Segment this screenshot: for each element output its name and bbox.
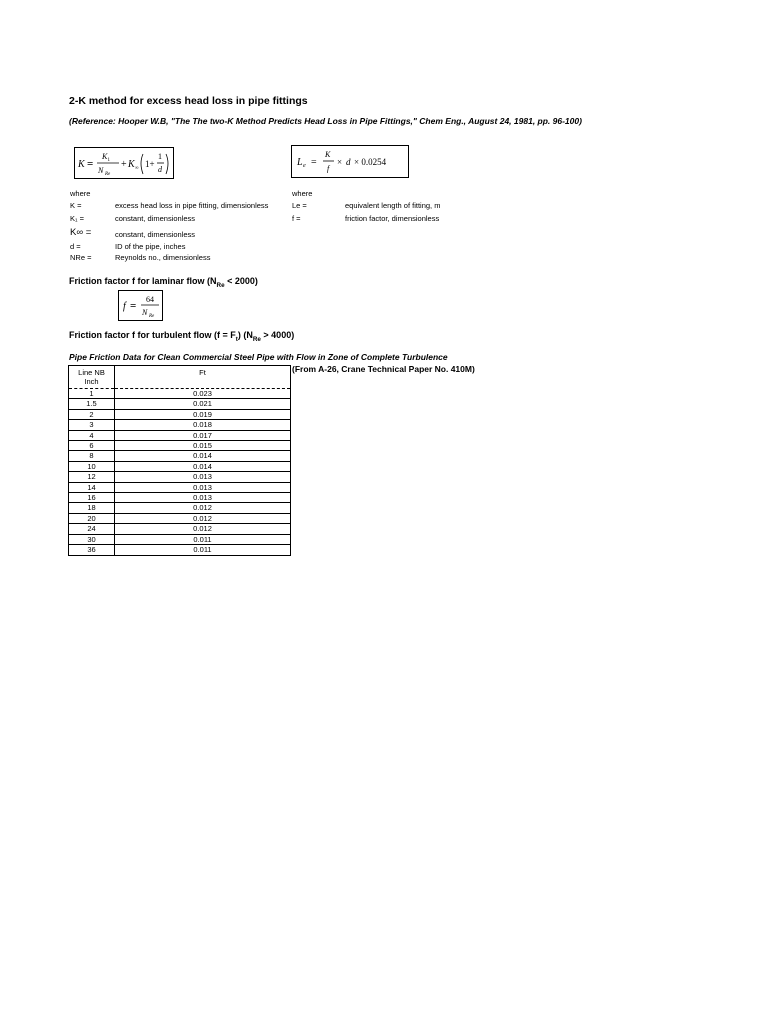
- svg-text:+: +: [121, 159, 127, 170]
- ft-cell: 0.017: [115, 430, 291, 440]
- table-row: [69, 461, 291, 471]
- def-k1-symbol: K₁ =: [70, 214, 84, 223]
- table-row: [69, 409, 291, 419]
- svg-text:=: =: [130, 300, 137, 312]
- le-equation: [292, 146, 408, 177]
- nb-cell: 4: [69, 430, 115, 440]
- col-line-nb-header: Line NB Inch: [69, 366, 115, 389]
- def-nre-desc: Reynolds no., dimensionless: [115, 253, 211, 262]
- nb-cell: 36: [69, 545, 115, 555]
- col-ft-header: Ft: [115, 366, 291, 389]
- table-row: [69, 545, 291, 555]
- svg-text:f: f: [123, 301, 126, 312]
- def-k-symbol: K =: [70, 201, 82, 210]
- nb-cell: 24: [69, 524, 115, 534]
- nb-cell: 10: [69, 461, 115, 471]
- svg-text:K: K: [128, 159, 135, 170]
- svg-text:∞: ∞: [135, 166, 139, 171]
- ft-cell: 0.012: [115, 503, 291, 513]
- table-row: [69, 399, 291, 409]
- def-d-symbol: d =: [70, 242, 81, 251]
- svg-text:N: N: [98, 166, 104, 175]
- friction-table: [68, 365, 291, 556]
- nb-cell: 14: [69, 482, 115, 492]
- table-row: [69, 482, 291, 492]
- def-k-desc: excess head loss in pipe fitting, dimensionless: [115, 201, 269, 210]
- table-header-row: [69, 366, 291, 389]
- ft-cell: 0.013: [115, 482, 291, 492]
- laminar-heading: Friction factor f for laminar flow $(N_{Re} < 2000)$: [69, 276, 258, 289]
- nb-cell: 1.5: [69, 399, 115, 409]
- svg-text:L: L: [297, 157, 303, 168]
- table-row: [69, 389, 291, 399]
- ft-cell: 0.012: [115, 513, 291, 523]
- svg-text:d: d: [346, 157, 351, 167]
- def-f-desc: friction factor, dimensionless: [345, 214, 440, 223]
- svg-text:e: e: [303, 163, 306, 169]
- svg-text:K: K: [325, 150, 331, 159]
- svg-text:1: 1: [107, 158, 110, 163]
- page-title: 2-K method for excess head loss in pipe fittings: [69, 95, 308, 107]
- turbulent-heading: Friction factor f for turbulent flow $(f = F_t)$ $(N_{Re} > 4000)$: [69, 330, 295, 343]
- ft-cell: 0.023: [115, 389, 291, 399]
- svg-text:f: f: [327, 164, 330, 173]
- def-d-desc: ID of the pipe, inches: [115, 242, 186, 251]
- table-row: [69, 451, 291, 461]
- svg-text:1: 1: [158, 152, 162, 161]
- ft-cell: 0.014: [115, 461, 291, 471]
- svg-text:64: 64: [146, 295, 154, 304]
- svg-text:=: =: [311, 157, 317, 168]
- nb-cell: 20: [69, 513, 115, 523]
- table-title: Pipe Friction Data for Clean Commercial Steel Pipe with Flow in Zone of Complete Turbulence: [69, 352, 448, 362]
- laminar-equation: [119, 291, 162, 320]
- svg-text:d: d: [158, 165, 162, 174]
- def-kinf-desc: constant, dimensionless: [115, 230, 196, 239]
- table-row: [69, 503, 291, 513]
- svg-text:K: K: [78, 159, 85, 170]
- le-equation-box: [291, 145, 409, 178]
- svg-text:=: =: [87, 158, 94, 170]
- def-f-symbol: f =: [292, 214, 301, 223]
- table-row: [69, 534, 291, 544]
- nb-cell: 8: [69, 451, 115, 461]
- svg-text:N: N: [142, 308, 148, 317]
- svg-text:Re: Re: [149, 314, 155, 319]
- svg-text:Re: Re: [105, 172, 111, 177]
- nb-cell: 3: [69, 420, 115, 430]
- def-nre-symbol: NRe =: [70, 253, 92, 262]
- svg-text:1+: 1+: [145, 159, 155, 169]
- right-where-label: where: [292, 189, 313, 198]
- ft-cell: 0.018: [115, 420, 291, 430]
- def-kinf-symbol: K∞ =: [70, 227, 92, 238]
- ft-cell: 0.019: [115, 409, 291, 419]
- nb-cell: 18: [69, 503, 115, 513]
- nb-cell: 2: [69, 409, 115, 419]
- svg-text:×: ×: [337, 157, 343, 167]
- k-equation: [75, 148, 173, 178]
- reference-citation: (Reference: Hooper W.B, "The The two-K Method Predicts Head Loss in Pipe Fittings," Chem Eng., August 24, 1981, pp. 96-100): [69, 116, 582, 126]
- ft-cell: 0.013: [115, 472, 291, 482]
- ft-cell: 0.014: [115, 451, 291, 461]
- table-row: [69, 513, 291, 523]
- ft-cell: 0.015: [115, 441, 291, 451]
- def-k1-desc: constant, dimensionless: [115, 214, 196, 223]
- table-source: (From A-26, Crane Technical Paper No. 410M): [292, 364, 475, 374]
- ft-cell: 0.012: [115, 524, 291, 534]
- svg-text:× 0.0254: × 0.0254: [354, 157, 387, 167]
- table-row: [69, 420, 291, 430]
- table-row: [69, 524, 291, 534]
- def-le-desc: equivalent length of fitting, m: [345, 201, 441, 210]
- nb-cell: 12: [69, 472, 115, 482]
- ft-cell: 0.013: [115, 493, 291, 503]
- k-equation-box: [74, 147, 174, 179]
- table-row: [69, 472, 291, 482]
- laminar-equation-box: [118, 290, 163, 321]
- table-row: [69, 441, 291, 451]
- svg-text:K: K: [102, 152, 108, 161]
- ft-cell: 0.021: [115, 399, 291, 409]
- table-row: [69, 493, 291, 503]
- nb-cell: 30: [69, 534, 115, 544]
- left-where-label: where: [70, 189, 91, 198]
- nb-cell: 1: [69, 389, 115, 399]
- def-le-symbol: Le =: [292, 201, 307, 210]
- table-row: [69, 430, 291, 440]
- ft-cell: 0.011: [115, 545, 291, 555]
- ft-cell: 0.011: [115, 534, 291, 544]
- nb-cell: 6: [69, 441, 115, 451]
- nb-cell: 16: [69, 493, 115, 503]
